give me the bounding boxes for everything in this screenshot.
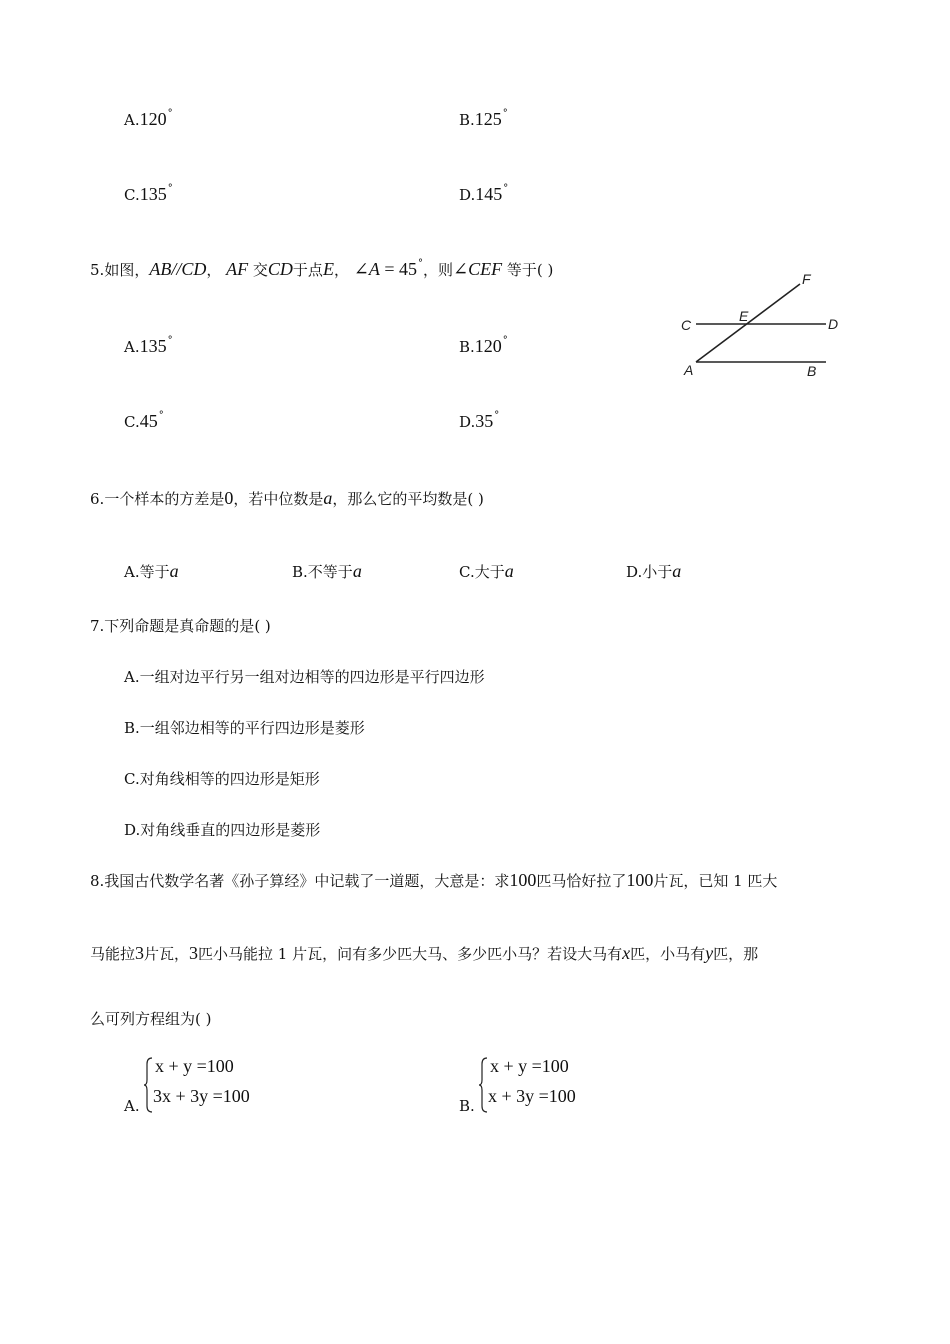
q5-figure [672, 268, 872, 388]
label-c: C [681, 317, 692, 333]
q5-option-d[interactable]: D.35° [459, 410, 500, 431]
q7-option-d[interactable]: D.对角线垂直的四边形是菱形 [124, 821, 321, 839]
q5-option-c[interactable]: C.45° [124, 410, 164, 431]
label-e: E [739, 308, 749, 324]
label-b: B [807, 363, 817, 379]
q8-option-b[interactable] [479, 1056, 619, 1114]
q4-option-b[interactable]: B.125° [459, 108, 508, 129]
q4-option-b-value: 125 [474, 109, 502, 129]
label-f: F [802, 271, 811, 287]
q5-option-b[interactable]: B.120° [459, 335, 508, 356]
q7-option-c[interactable]: C.对角线相等的四边形是矩形 [124, 770, 320, 788]
q6-option-b[interactable]: B.不等于a [292, 561, 362, 581]
q8-option-a[interactable] [144, 1056, 284, 1114]
q5-option-a[interactable]: A.135° [124, 335, 173, 356]
q4-option-c[interactable]: C.135° [124, 183, 173, 204]
label-d: D [828, 316, 839, 332]
q8-line-3: 么可列方程组为( ) [90, 1010, 212, 1028]
q6-option-d[interactable]: D.小于a [626, 561, 682, 581]
q6-option-c[interactable]: C.大于a [459, 561, 514, 581]
label-a: A [684, 362, 694, 378]
q7-option-a[interactable]: A.一组对边平行另一组对边相等的四边形是平行四边形 [124, 668, 485, 686]
q4-option-a[interactable]: A.120° [124, 108, 173, 129]
q8-option-b-label[interactable]: B. [459, 1097, 475, 1115]
q7-stem: 7.下列命题是真命题的是( ) [90, 617, 271, 635]
q4-option-a-value: 120 [139, 109, 167, 129]
q8-a-eq2: 3x + 3y =100 [153, 1086, 250, 1106]
q4-option-d[interactable]: D.145° [459, 183, 509, 204]
q6-option-a[interactable]: A.等于a [124, 561, 179, 581]
q6-stem: 6.一个样本的方差是0，若中位数是a，那么它的平均数是( ) [90, 488, 484, 508]
q8-a-eq1: x + y =100 [155, 1056, 234, 1076]
q8-b-eq2: x + 3y =100 [488, 1086, 576, 1106]
q5-stem: 5.如图，AB//CD， AF 交CD于点E， ∠A = 45°，则∠CEF 等于( ) [90, 258, 554, 279]
q4-option-c-value: 135 [139, 184, 167, 204]
q8-option-a-label[interactable]: A. [124, 1097, 140, 1115]
q8-line-1: 8.我国古代数学名著《孙子算经》中记载了一道题，大意是：求100匹马恰好拉了100片瓦，已知 1 匹大 [90, 870, 778, 890]
q4-option-d-value: 145 [475, 184, 503, 204]
q8-line-2: 马能拉3片瓦，3匹小马能拉 1 片瓦，问有多少匹大马、多少匹小马？若设大马有x匹，小马有y匹，那 [90, 943, 759, 963]
q8-b-eq1: x + y =100 [490, 1056, 569, 1076]
q7-option-b[interactable]: B.一组邻边相等的平行四边形是菱形 [124, 719, 365, 737]
